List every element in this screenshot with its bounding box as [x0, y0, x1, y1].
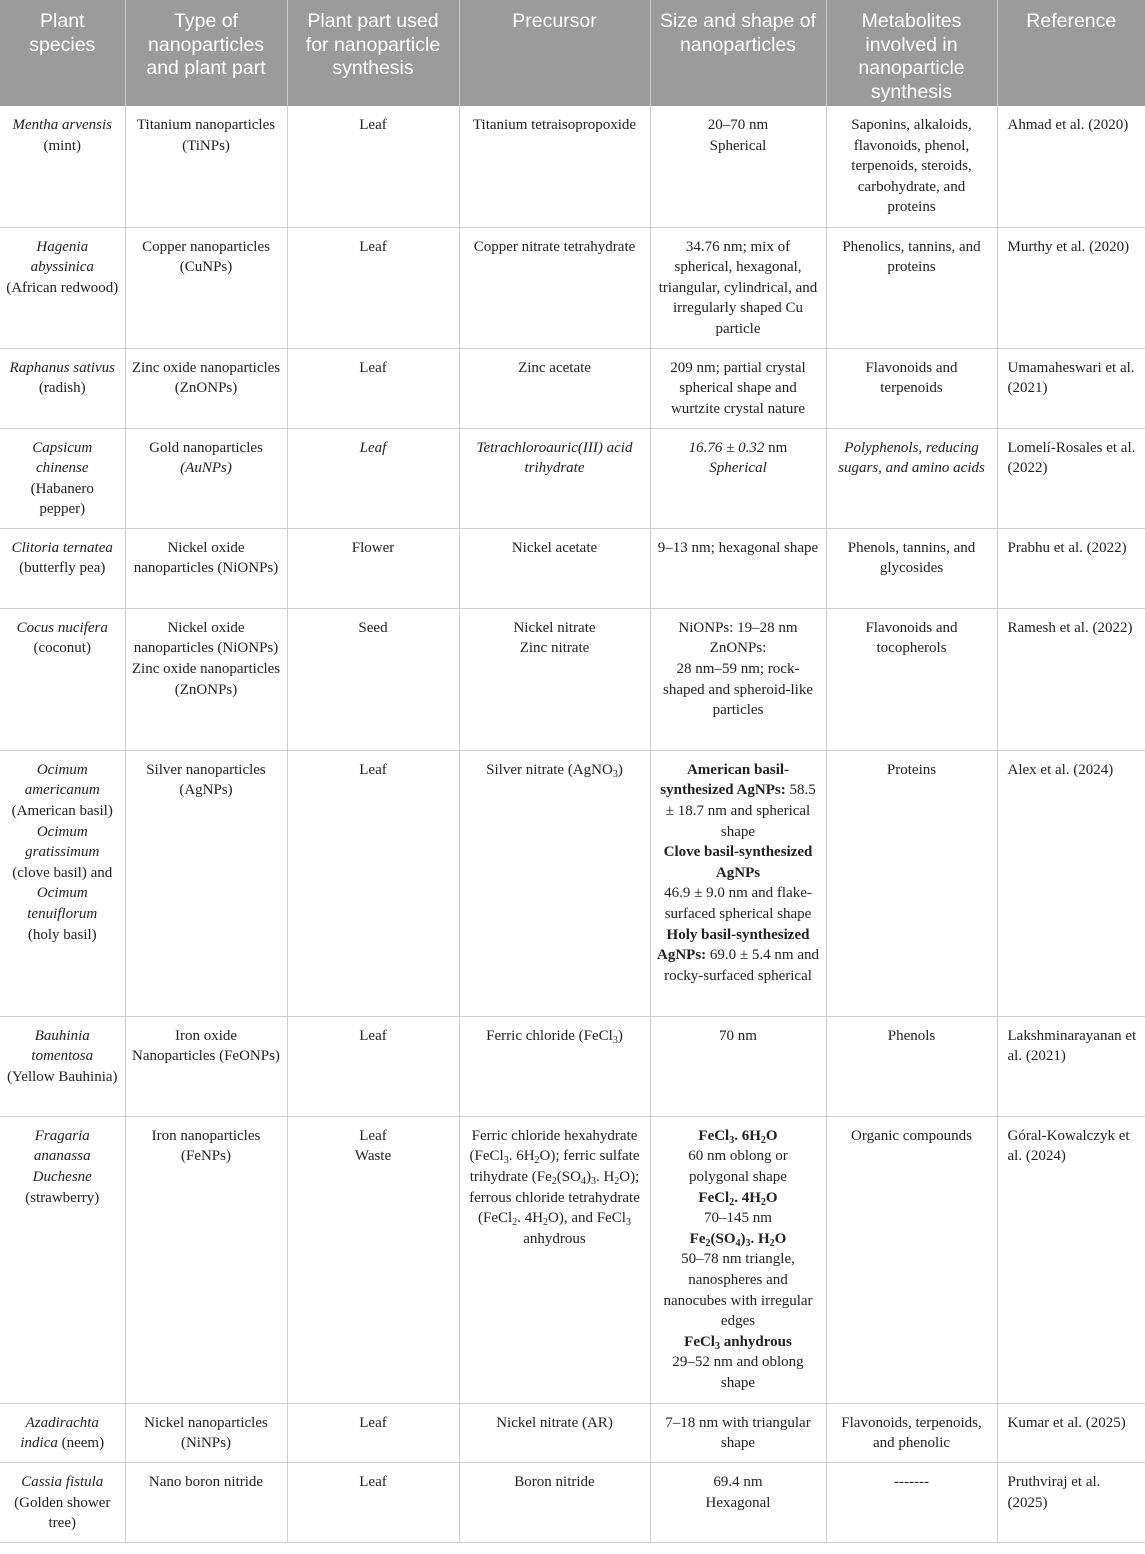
cell-precursor: Nickel acetate [459, 528, 650, 608]
table-row [0, 608, 1145, 750]
cell-part: Leaf [287, 1016, 459, 1116]
cell-type: Nickel nanoparticles (NiNPs) [125, 1403, 287, 1462]
cell-size: 70 nm [650, 1016, 826, 1116]
table-row [0, 428, 1145, 528]
cell-metabolites: Flavonoids and tocopherols [826, 608, 997, 750]
header-metabolites: Metabolites involved in nanoparticle synthesis [826, 0, 997, 106]
cell-species: Ocimum americanum (American basil) Ocimum gratissimum (clove basil) and Ocimum tenuiflorum (holy basil) [0, 750, 125, 1016]
cell-species: Capsicum chinense (Habanero pepper) [0, 428, 125, 528]
cell-size: FeCl$_3$. $6H_2O$ 60 nm oblong or polygonal shape FeCl$_2$. $4H_2O$ 70–145 nm $Fe_2(SO_4)_3$. $H_2O$ 50–78 nm triangle, nanospheres and nanocubes with irregular edges FeCl$_3$ anhydrous 29–52 nm and oblong shape [650, 1116, 826, 1403]
table-header [0, 0, 1145, 106]
table-row [0, 1403, 1145, 1462]
cell-species: Fragaria ananassa Duchesne (strawberry) [0, 1116, 125, 1403]
table-row [0, 348, 1145, 428]
cell-species: Hagenia abyssinica (African redwood) [0, 227, 125, 348]
cell-metabolites: Organic compounds [826, 1116, 997, 1403]
table-row [0, 1116, 1145, 1403]
cell-precursor: Silver nitrate (AgNO$_3$) [459, 750, 650, 1016]
cell-part: Leaf [287, 106, 459, 227]
header-precursor: Precursor [459, 0, 650, 106]
header-plant-species: Plant species [0, 0, 125, 106]
cell-size: 16.76 ± 0.32 nm Spherical [650, 428, 826, 528]
cell-part: Flower [287, 528, 459, 608]
cell-metabolites: Flavonoids, terpenoids, and phenolic [826, 1403, 997, 1462]
cell-part: Seed [287, 608, 459, 750]
cell-precursor: Tetrachloroauric(III) acid trihydrate [459, 428, 650, 528]
cell-reference: Lomelí-Rosales et al. (2022) [997, 428, 1145, 528]
table-row [0, 1016, 1145, 1116]
cell-reference: Ahmad et al. (2020) [997, 106, 1145, 227]
header-reference: Reference [997, 0, 1145, 106]
cell-size: American basil-synthesized AgNPs: 58.5 ± 18.7 nm and spherical shape Clove basil-synthesized AgNPs 46.9 ± 9.0 nm and flake-surfaced spherical shape Holy basil-synthesized AgNPs: 69.0 ± 5.4 nm and rocky-surfaced spherical [650, 750, 826, 1016]
header-row [0, 0, 1145, 106]
table-row [0, 528, 1145, 608]
cell-type: Silver nanoparticles (AgNPs) [125, 750, 287, 1016]
cell-type: Zinc oxide nanoparticles (ZnONPs) [125, 348, 287, 428]
cell-precursor: Titanium tetraisopropoxide [459, 106, 650, 227]
cell-metabolites: Proteins [826, 750, 997, 1016]
cell-reference: Ramesh et al. (2022) [997, 608, 1145, 750]
cell-metabolites: Phenols, tannins, and glycosides [826, 528, 997, 608]
cell-species: Cocus nucifera (coconut) [0, 608, 125, 750]
cell-size: 9–13 nm; hexagonal shape [650, 528, 826, 608]
cell-type: Gold nanoparticles (AuNPs) [125, 428, 287, 528]
cell-metabolites: ------- [826, 1463, 997, 1543]
cell-metabolites: Polyphenols, reducing sugars, and amino acids [826, 428, 997, 528]
cell-part: Leaf [287, 750, 459, 1016]
cell-species: Cassia fistula (Golden shower tree) [0, 1463, 125, 1543]
table-body [0, 106, 1145, 1542]
cell-size: 209 nm; partial crystal spherical shape and wurtzite crystal nature [650, 348, 826, 428]
cell-reference: Góral-Kowalczyk et al. (2024) [997, 1116, 1145, 1403]
cell-precursor: Ferric chloride hexahydrate (FeCl$_3$. $6H_2O$); ferric sulfate trihydrate ($Fe_2(SO_4)_3$. $H_2O$); ferrous chloride tetrahydrate (FeCl$_2$. $4H_2O$), and FeCl$_3$ anhydrous [459, 1116, 650, 1403]
cell-size: 7–18 nm with triangular shape [650, 1403, 826, 1462]
cell-precursor: Nickel nitrate (AR) [459, 1403, 650, 1462]
cell-species: Mentha arvensis (mint) [0, 106, 125, 227]
table-row [0, 227, 1145, 348]
table-row [0, 750, 1145, 1016]
cell-part: Leaf [287, 227, 459, 348]
cell-metabolites: Saponins, alkaloids, flavonoids, phenol, terpenoids, steroids, carbohydrate, and proteins [826, 106, 997, 227]
cell-size: 20–70 nm Spherical [650, 106, 826, 227]
cell-size: 34.76 nm; mix of spherical, hexagonal, triangular, cylindrical, and irregularly shaped Cu particle [650, 227, 826, 348]
cell-type: Nickel oxide nanoparticles (NiONPs) Zinc oxide nanoparticles (ZnONPs) [125, 608, 287, 750]
cell-size: 69.4 nm Hexagonal [650, 1463, 826, 1543]
table-row [0, 106, 1145, 227]
cell-type: Copper nanoparticles (CuNPs) [125, 227, 287, 348]
cell-species: Azadirachta indica (neem) [0, 1403, 125, 1462]
cell-species: Bauhinia tomentosa (Yellow Bauhinia) [0, 1016, 125, 1116]
cell-part: Leaf [287, 1463, 459, 1543]
cell-type: Nickel oxide nanoparticles (NiONPs) [125, 528, 287, 608]
cell-reference: Murthy et al. (2020) [997, 227, 1145, 348]
cell-species: Clitoria ternatea (butterfly pea) [0, 528, 125, 608]
cell-precursor: Boron nitride [459, 1463, 650, 1543]
cell-type: Iron nanoparticles (FeNPs) [125, 1116, 287, 1403]
header-nanoparticle-type: Type of nanoparticles and plant part [125, 0, 287, 106]
cell-reference: Umamaheswari et al. (2021) [997, 348, 1145, 428]
cell-precursor: Ferric chloride (FeCl$_3$) [459, 1016, 650, 1116]
cell-precursor: Nickel nitrate Zinc nitrate [459, 608, 650, 750]
cell-reference: Lakshminarayanan et al. (2021) [997, 1016, 1145, 1116]
cell-reference: Kumar et al. (2025) [997, 1403, 1145, 1462]
cell-metabolites: Flavonoids and terpenoids [826, 348, 997, 428]
cell-part: Leaf Waste [287, 1116, 459, 1403]
cell-size: NiONPs: 19–28 nm ZnONPs: 28 nm–59 nm; rock-shaped and spheroid-like particles [650, 608, 826, 750]
cell-precursor: Copper nitrate tetrahydrate [459, 227, 650, 348]
cell-reference: Alex et al. (2024) [997, 750, 1145, 1016]
cell-part: Leaf [287, 1403, 459, 1462]
header-plant-part: Plant part used for nanoparticle synthesis [287, 0, 459, 106]
cell-species: Raphanus sativus (radish) [0, 348, 125, 428]
cell-part: Leaf [287, 348, 459, 428]
cell-metabolites: Phenols [826, 1016, 997, 1116]
cell-reference: Prabhu et al. (2022) [997, 528, 1145, 608]
cell-reference: Pruthviraj et al. (2025) [997, 1463, 1145, 1543]
cell-type: Nano boron nitride [125, 1463, 287, 1543]
cell-precursor: Zinc acetate [459, 348, 650, 428]
cell-metabolites: Phenolics, tannins, and proteins [826, 227, 997, 348]
cell-type: Iron oxide Nanoparticles (FeONPs) [125, 1016, 287, 1116]
table-row [0, 1463, 1145, 1543]
header-size-shape: Size and shape of nanoparticles [650, 0, 826, 106]
cell-type: Titanium nanoparticles (TiNPs) [125, 106, 287, 227]
cell-part: Leaf [287, 428, 459, 528]
